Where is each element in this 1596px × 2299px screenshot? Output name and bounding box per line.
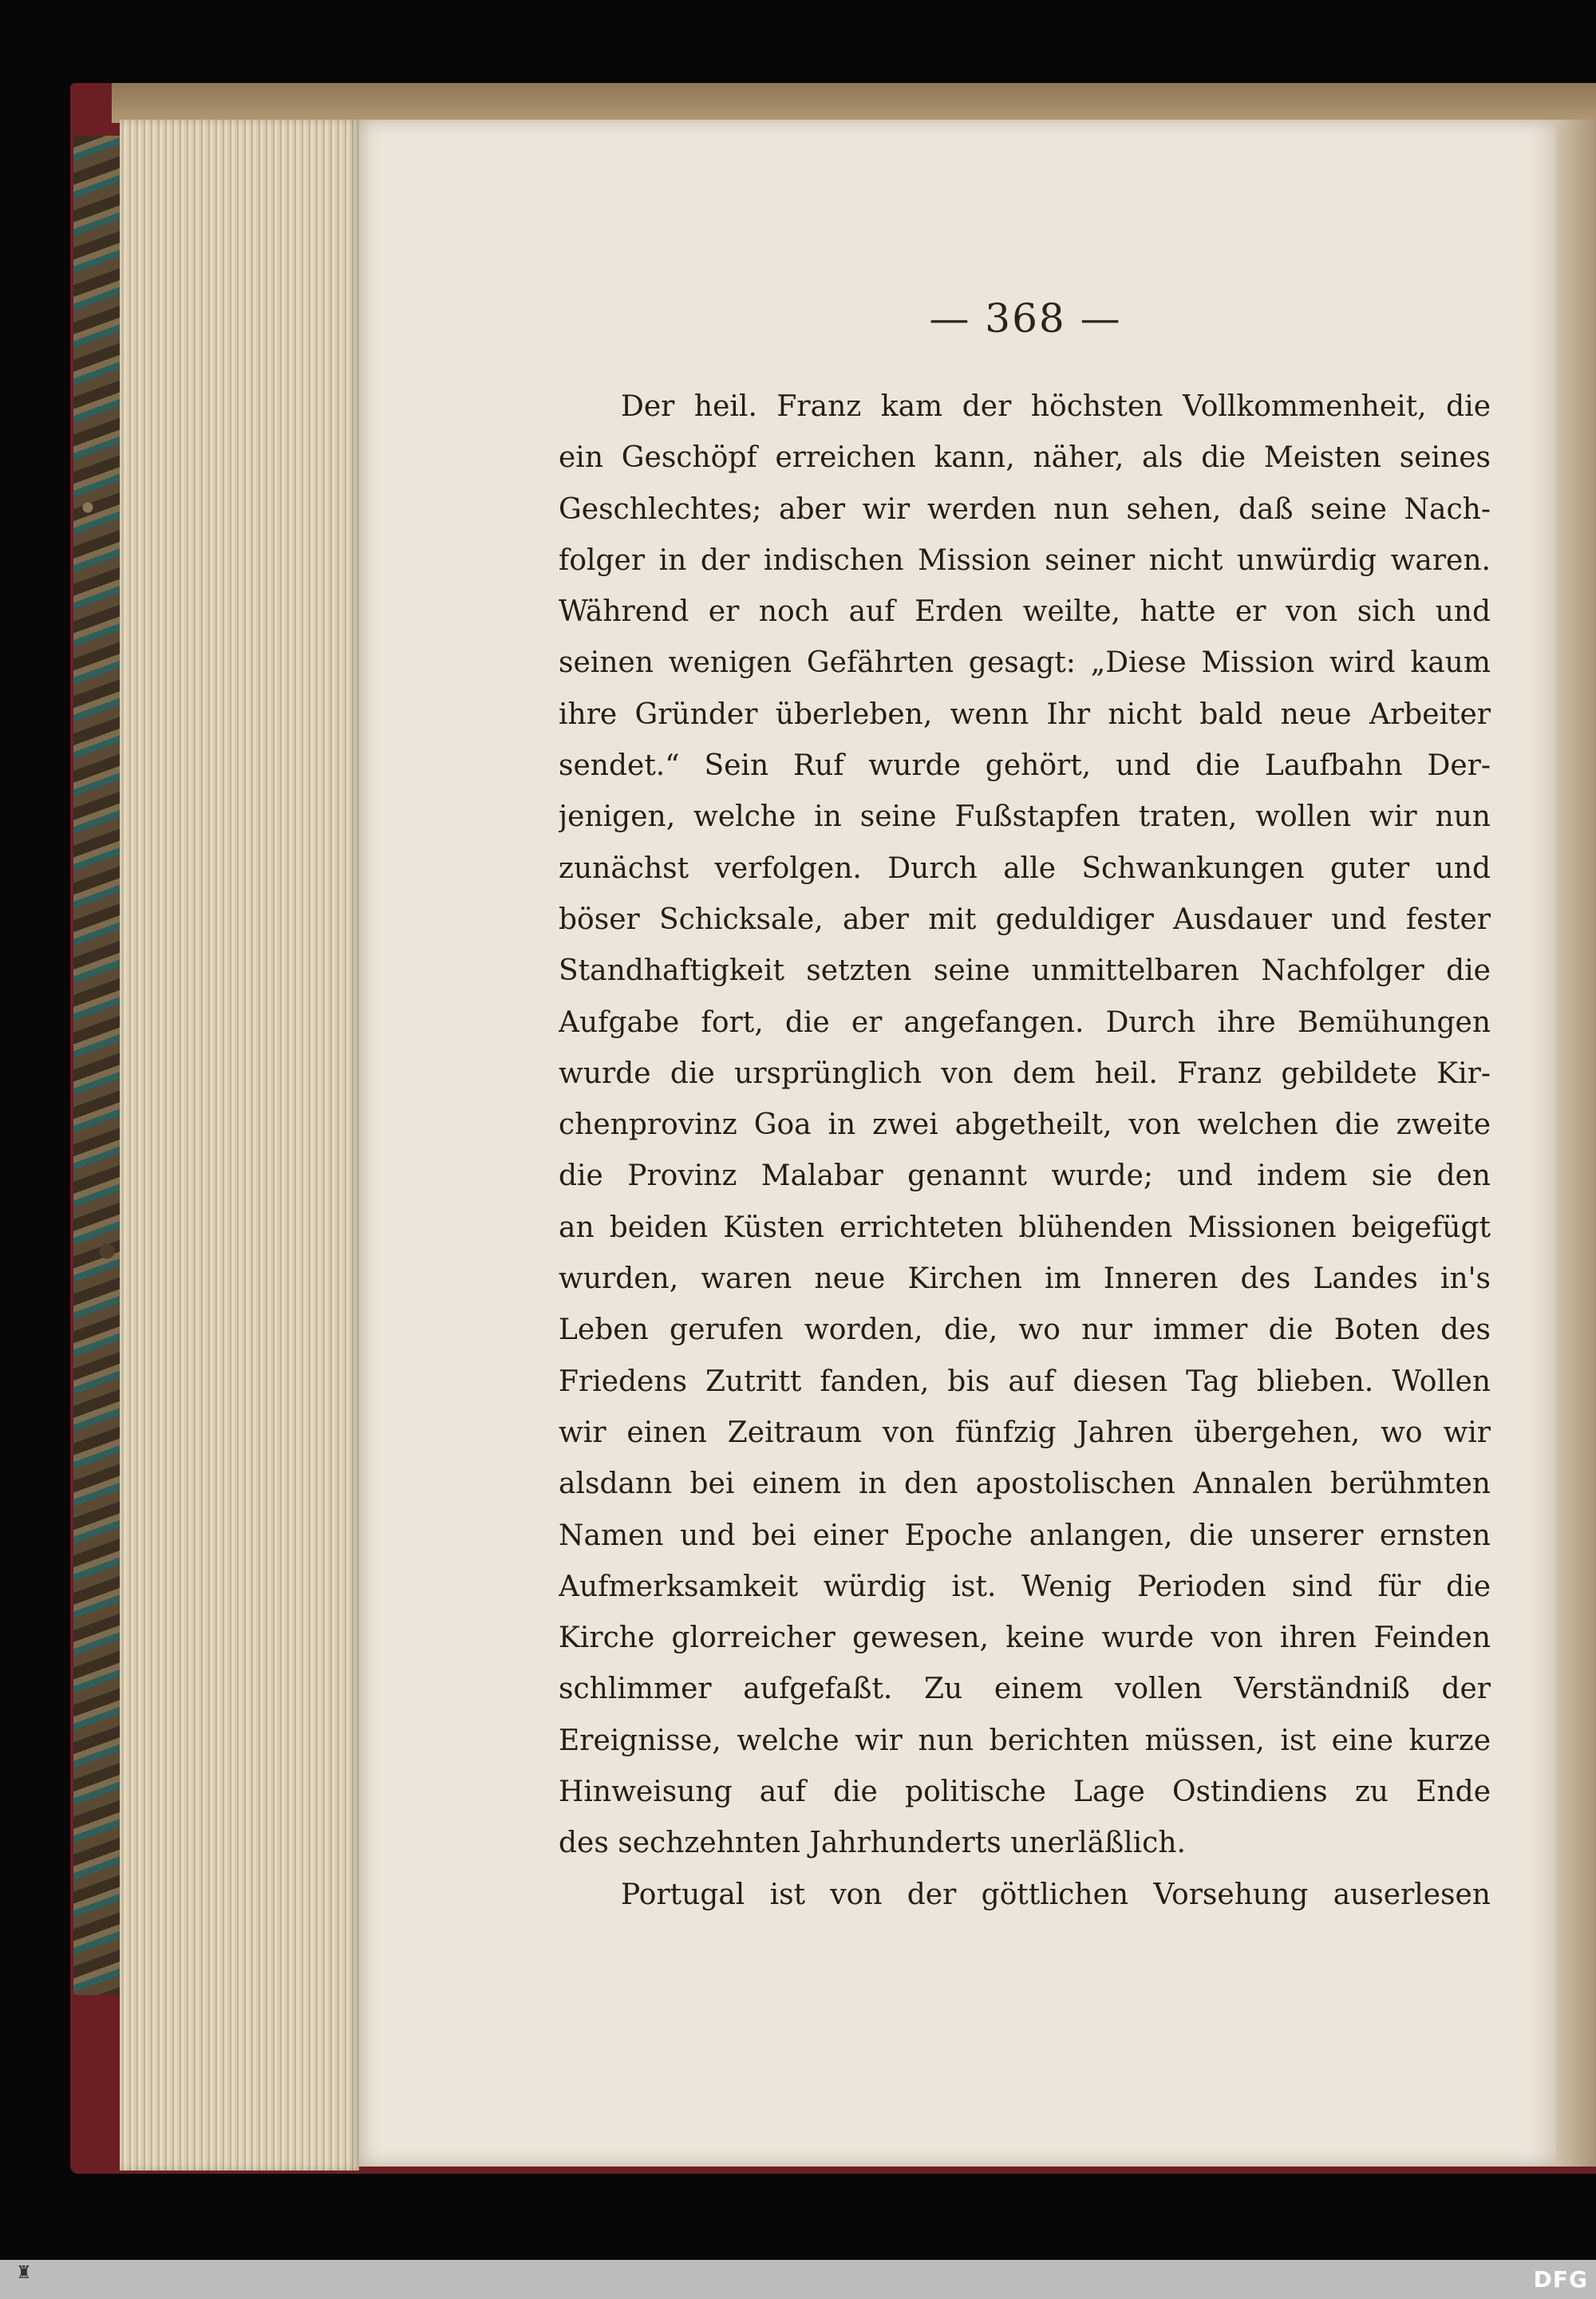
text-line: chenprovinz Goa in zwei abgetheilt, von welchen die zweite bbox=[559, 1108, 1491, 1142]
text-line: schlimmer aufgefaßt. Zu einem vollen Verständniß der bbox=[559, 1673, 1491, 1706]
text-line: jenigen, welche in seine Fußstapfen traten, wollen wir nun bbox=[559, 800, 1491, 834]
text-line: die Provinz Malabar genannt wurde; und indem sie den bbox=[559, 1159, 1491, 1193]
text-line: wir einen Zeitraum von fünfzig Jahren übergehen, wo wir bbox=[559, 1416, 1491, 1449]
dfg-logo: DFG bbox=[1533, 2266, 1588, 2293]
text-line: des sechzehnten Jahrhunderts unerläßlich. bbox=[559, 1827, 1186, 1860]
text-line: Hinweisung auf die politische Lage Ostindiens zu Ende bbox=[559, 1776, 1491, 1809]
text-line: alsdann bei einem in den apostolischen Annalen berühmten bbox=[559, 1467, 1491, 1501]
text-line: Aufmerksamkeit würdig ist. Wenig Perioden sind für die bbox=[559, 1570, 1491, 1603]
text-line: Leben gerufen worden, die, wo nur immer die Boten des bbox=[559, 1313, 1491, 1347]
text-line: Während er noch auf Erden weilte, hatte er von sich und bbox=[559, 595, 1491, 629]
text-line: ein Geschöpf erreichen kann, näher, als die Meisten seines bbox=[559, 441, 1491, 475]
text-line: Portugal ist von der göttlichen Vorsehung auserlesen bbox=[621, 1878, 1491, 1911]
text-line: wurde die ursprünglich von dem heil. Franz gebildete Kir- bbox=[559, 1057, 1491, 1090]
page-edges bbox=[120, 120, 359, 2171]
text-line: Namen und bei einer Epoche anlangen, die unserer ernsten bbox=[559, 1519, 1491, 1552]
text-line: Der heil. Franz kam der höchsten Vollkommenheit, die bbox=[621, 390, 1491, 423]
text-line: sendet.“ Sein Ruf wurde gehört, und die Laufbahn Der- bbox=[559, 749, 1491, 783]
text-line: Friedens Zutritt fanden, bis auf diesen Tag blieben. Wollen bbox=[559, 1365, 1491, 1398]
text-line: zunächst verfolgen. Durch alle Schwankungen guter und bbox=[559, 851, 1491, 885]
text-line: Aufgabe fort, die er angefangen. Durch ihre Bemühungen bbox=[559, 1005, 1491, 1039]
text-line: Geschlechtes; aber wir werden nun sehen, daß seine Nach- bbox=[559, 492, 1491, 526]
viewer-footer-bar bbox=[0, 2260, 1596, 2299]
marbled-endpaper bbox=[73, 136, 121, 1995]
page-text bbox=[559, 381, 1491, 1921]
text-line: an beiden Küsten errichteten blühenden Missionen beigefügt bbox=[559, 1211, 1491, 1244]
text-line: Kirche glorreicher gewesen, keine wurde von ihren Feinden bbox=[559, 1622, 1491, 1655]
book-top-edge bbox=[112, 83, 1596, 123]
text-line: böser Schicksale, aber mit geduldiger Ausdauer und fester bbox=[559, 903, 1491, 936]
text-line: Standhaftigkeit setzten seine unmittelbaren Nachfolger die bbox=[559, 954, 1491, 988]
page-number: — 368 — bbox=[929, 295, 1122, 342]
text-line: ihre Gründer überleben, wenn Ihr nicht bald neue Arbeiter bbox=[559, 697, 1491, 731]
text-line: Ereignisse, welche wir nun berichten müssen, ist eine kurze bbox=[559, 1724, 1491, 1757]
text-line: seinen wenigen Gefährten gesagt: „Diese Mission wird kaum bbox=[559, 646, 1491, 680]
page-gutter-shadow bbox=[1556, 120, 1596, 2167]
text-line: folger in der indischen Mission seiner nicht unwürdig waren. bbox=[559, 543, 1491, 577]
text-line: wurden, waren neue Kirchen im Inneren des Landes in's bbox=[559, 1262, 1491, 1296]
library-logo-icon: ♜ bbox=[16, 2263, 32, 2283]
